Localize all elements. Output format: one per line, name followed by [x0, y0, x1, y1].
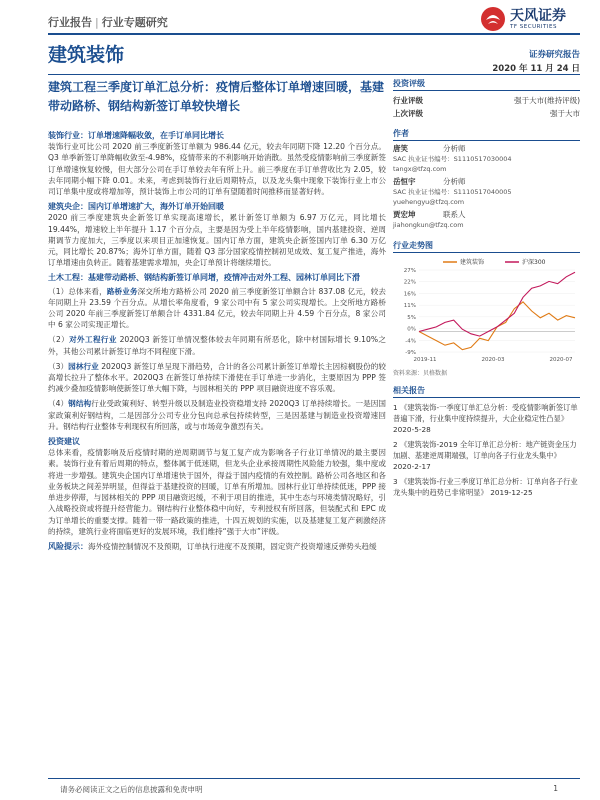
civil-p3-bold: 园林行业 [68, 361, 99, 371]
civil-p2-bold: 对外工程行业 [69, 335, 117, 345]
author-name: 唐笑 [393, 144, 408, 153]
section-investment-heading: 投资建议 [48, 437, 80, 447]
legend-label: 建筑装饰 [460, 259, 485, 266]
footer-rule [48, 778, 580, 779]
rating-row-previous [393, 107, 580, 120]
trend-chart [393, 256, 580, 366]
related-report-date: 2020-5-28 [393, 425, 431, 434]
y-tick-label: 11% [403, 303, 416, 310]
main-body [48, 130, 386, 556]
page-number: 1 [553, 784, 558, 793]
series-line-0 [419, 302, 575, 350]
chart-source: 资料来源：贝格数据 [393, 370, 448, 377]
y-tick-label: 27% [403, 268, 416, 274]
y-tick-label: 16% [403, 291, 416, 298]
logo-name-cn: 天风证券 [510, 7, 566, 24]
tf-logo-icon [480, 6, 506, 32]
rating-label-current: 行业评级 [393, 96, 423, 105]
author-card [393, 144, 580, 174]
related-report[interactable] [393, 439, 580, 472]
y-tick-label: 22% [403, 279, 416, 286]
civil-p1-prefix: （1）总体来看， [48, 286, 107, 296]
footer-disclaimer: 请务必阅读正文之后的信息披露和免责申明 [60, 785, 203, 794]
logo-name-en: TF SECURITIES [510, 23, 557, 30]
civil-p3-text: 2020Q3 新签订单呈现下滑趋势，合计的各公司累计新签订单增长主因棕榈股份的较高增长拉升了整体水平。2020Q3 在新签订单持续下滑使在手订单进一步消化，主要原因为 PPP 签约减少叠加疫情影响使新签订单大幅下降，与园林相关的 PPP 项目融资进度不容乐观。 [48, 361, 386, 394]
civil-p4-bold: 钢结构 [68, 399, 92, 409]
section-risk-text: 海外疫情控制情况不及预期，订单执行进度不及预期，固定资产投资增速反弹势头趋缓 [88, 541, 377, 551]
civil-p1-text: 深交所地方路桥公司 2020 前三季度新签订单额合计 837.08 亿元，较去年同期上升 23.59 个百分点。从增长率角度看，9 家公司中有 5 家公司实现增长。上交所地方路桥公司 2020 年前三季度新签订单额合计 4331.84 亿元，较去年同期上升 4.59 个百分点，8 家公司中 6 家公司实现正增长。 [48, 286, 386, 330]
related-report-date: 2019-12-25 [490, 488, 533, 497]
author-email[interactable]: yuehengyu@tfzq.com [393, 198, 465, 206]
civil-p2-text: 2020Q3 新签订单情况整体较去年同期有所恶化，除中材国际增长 9.10%之外，其他公司累计新签订单均不同程度下滑。 [48, 335, 387, 356]
section-risk-heading: 风险提示： [48, 541, 88, 551]
report-title: 建筑工程三季度订单汇总分析：疫情后整体订单增速回暖，基建带动路桥、钢结构新签订单较快增长 [48, 80, 385, 113]
rating-row-current [393, 94, 580, 107]
author-card [393, 210, 580, 230]
y-tick-label: 5% [407, 314, 416, 321]
sidebar [393, 78, 580, 498]
report-subcategory: 行业专题研究 [101, 16, 168, 29]
legend-label: 沪深300 [522, 259, 546, 266]
section-decoration-text: 装饰行业可比公司 2020 前三季度新签订单额为 986.44 亿元，较去年同期下降 12.20 个百分点。Q3 单季新签订单降幅收敛至-4.98%，疫情带来的不利影响开始消散。虽然受疫情影响前三季度新签订单增速恢复较慢，但大部分公司在手订单较去年有所上升。前三季度在手订单营收比为 2.05，较去年同期小幅下降 0.01。未来，考虑到装饰行业后周期特点，以及龙头集中现象下装饰行业上市公司订单集中度或将增加等，预计装饰上市公司的订单有望随着时间推移而显著好转。 [48, 142, 386, 197]
section-investment-text: 总体来看，疫情影响及后疫情时期的逆周期调节与复工复产成为影响各子行业订单情况的最主要因素。装饰行业有着后周期的特点，整体属于低迷期，但龙头企业承接周期性风险能力较强，集中度或将进一步增强。建筑央企国内订单增速快于国外，得益于国内疫情的有效控制。路桥公司各地区和各业务板块之间差异明显，但得益于基建投资的回暖，订单有所增加。园林行业订单持续低迷，PPP 接单进步停滞，与园林相关的 PPP 项目融资迟缓，不利于项目的推进，其中生态与环境类情况略好，引入战略投资或将提升经营能力。钢结构行业整体稳中向好，专利授权有所回落，但装配式和 EPC 成为订单增长的重要支撑。随着一带一路政策的推进，十四五规划的实施，以及基建复工复产刺激经济的持续，建筑行业将面临更好的发展环境，我们维持“强于大市”评级。 [48, 448, 386, 536]
y-tick-label: 0% [407, 326, 416, 333]
author-email[interactable]: tangx@tfzq.com [393, 165, 447, 173]
related-report-title: 3 《建筑装饰-行业三季度订单汇总分析：订单向各子行业龙头集中的趋势已非常明显》 [393, 477, 578, 497]
author-name: 岳恒宇 [393, 177, 416, 186]
report-category: 行业报告 [48, 16, 92, 29]
related-report-title: 2 《建筑装饰-2019 全年订单汇总分析：地产链资金压力加剧、基建逆周期端强，订单向各子行业龙头集中》 [393, 440, 577, 460]
civil-p2-prefix: （2） [48, 335, 70, 345]
rating-value-current: 强于大市(维持评级) [514, 96, 580, 105]
rating-label-previous: 上次评级 [393, 109, 423, 118]
section-civil-heading: 土木工程：基建带动路桥、钢结构新签订单同增，疫情冲击对外工程、园林订单同比下滑 [48, 273, 360, 283]
x-tick-label: 2020-03 [481, 357, 505, 363]
rating-heading: 投资评级 [393, 78, 580, 91]
category-separator: | [95, 16, 99, 29]
related-report-title: 1 《建筑装饰-一季度订单汇总分析：受疫情影响新签订单普遍下滑，行业集中度持续提升，大企业稳定性凸显》 [393, 403, 578, 423]
related-report[interactable] [393, 476, 580, 498]
related-heading: 相关报告 [393, 385, 580, 398]
civil-p4-text: 行业受政策利好、转型升级以及制造业投资稳增支持 2020Q3 订单持续增长。一是因国家政策利好钢结构，二是因部分公司专业分包向总承包持续转型，三是因基建与制造业投资增速回升。钢结构行业整体专利现权有所回落，或与市场竞争激烈有关。 [48, 399, 386, 431]
header-rule [48, 33, 580, 35]
report-category-bar [48, 14, 168, 30]
trend-chart-svg [393, 256, 580, 366]
author-role: 分析师 [443, 144, 466, 153]
author-email[interactable]: jiahongkun@tfzq.com [393, 221, 464, 229]
x-tick-label: 2019-11 [413, 357, 437, 363]
y-tick-label: -9% [405, 350, 416, 356]
report-type: 证券研究报告 [528, 50, 580, 60]
civil-p3-prefix: （3） [48, 361, 69, 371]
author-role: 分析师 [443, 177, 466, 186]
author-sac: SAC 执业证书编号：S1110517030004 [393, 155, 512, 163]
y-tick-label: -4% [405, 338, 416, 345]
authors-heading: 作者 [393, 128, 580, 141]
author-role: 联系人 [443, 210, 466, 219]
trend-heading: 行业走势图 [393, 240, 580, 253]
author-sac: SAC 执业证书编号：S1110517040005 [393, 188, 512, 196]
civil-p1-bold: 路桥业务 [106, 286, 138, 296]
author-card [393, 177, 580, 207]
section-soe-text: 2020 前三季度建筑央企新签订单实现高速增长，累计新签订单额为 6.97 万亿元，同比增长 19.44%，增速较上半年提升 1.17 个百分点，主要是因为受上半年疫情影响，国内基建投资、逆周期调节力度加大，三季度以来项目正加速恢复。国内订单方面，建筑央企新签国内订单 6.30 万亿元，同比增长 20.87%；海外订单方面，随着 Q3 部分国家疫情控制初见成效、复工复产推进，海外订单增速由负转正。随着基建需求增加，央企订单预计将继续增长。 [48, 213, 386, 268]
title-rule [48, 74, 580, 75]
civil-p4-prefix: （4） [48, 399, 69, 409]
report-date: 2020 年 11 月 24 日 [492, 64, 580, 74]
x-tick-label: 2020-07 [549, 357, 573, 363]
section-decoration-heading: 装饰行业：订单增速降幅收敛，在手订单同比增长 [48, 131, 224, 140]
related-report[interactable] [393, 402, 580, 435]
sector-title: 建筑装饰 [48, 44, 125, 66]
rating-value-previous: 强于大市 [550, 109, 580, 118]
tf-securities-logo [480, 6, 566, 32]
related-report-date: 2020-2-17 [393, 462, 431, 471]
section-soe-heading: 建筑央企：国内订单增速扩大，海外订单开始回暖 [48, 202, 224, 212]
author-name: 贾宏坤 [393, 210, 416, 219]
